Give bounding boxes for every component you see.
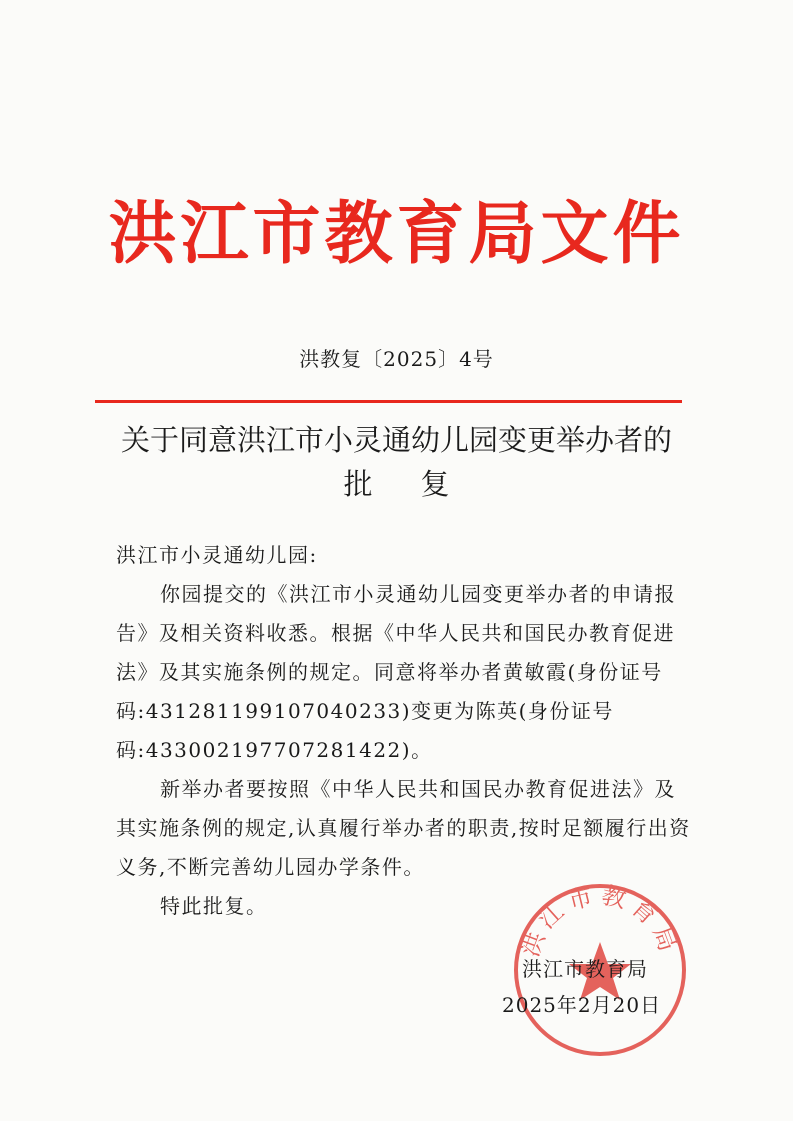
issue-date: 2025年2月20日 — [502, 993, 662, 1017]
document-body — [116, 536, 696, 926]
document-header-title: 洪江市教育局文件 — [108, 194, 685, 274]
header-divider — [95, 400, 682, 403]
closing-line: 特此批复。 — [160, 894, 268, 918]
document-title — [0, 418, 793, 506]
body-paragraph-2: 新举办者要按照《中华人民共和国民办教育促进法》及其实施条例的规定,认真履行举办者的职责,按时足额履行出资义务,不断完善幼儿园办学条件。 — [116, 777, 691, 879]
salutation: 洪江市小灵通幼儿园: — [116, 543, 318, 567]
issuer-name: 洪江市教育局 — [522, 957, 648, 981]
title-line-2: 批复 — [343, 467, 498, 501]
body-paragraph-1: 你园提交的《洪江市小灵通幼儿园变更举办者的申请报告》及相关资料收悉。根据《中华人民共和国民办教育促进法》及其实施条例的规定。同意将举办者黄敏霞(身份证号码:431281199107040233)变更为陈英(身份证号码:433002197707281422)。 — [116, 582, 676, 762]
title-line-1: 关于同意洪江市小灵通幼儿园变更举办者的 — [120, 423, 672, 457]
seal-text: 洪江市教育局 — [516, 880, 684, 961]
document-number: 洪教复〔2025〕4号 — [299, 347, 494, 371]
